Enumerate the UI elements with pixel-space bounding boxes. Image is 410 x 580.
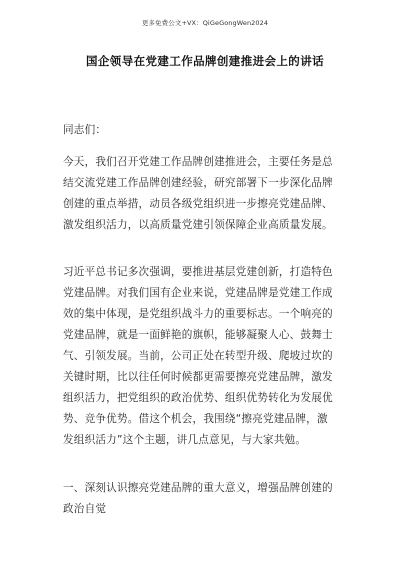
section-heading-line: 政治自觉 — [63, 503, 107, 515]
paragraph-line: 创建的重点举措，动员各级党组织进一步擦亮党建品牌、 — [63, 198, 333, 210]
paragraph-line: 习近平总书记多次强调，要推进基层党建创新，打造特色 — [63, 266, 333, 278]
paragraph-line: 势、竞争优势。借这个机会，我围绕“擦亮党建品牌，激 — [63, 413, 328, 425]
section-heading-line: 一、深刻认识擦亮党建品牌的重大意义，增强品牌创建的 — [63, 482, 333, 494]
greeting-text: 同志们： — [63, 124, 107, 136]
paragraph-line: 结交流党建工作品牌创建经验，研究部署下一步深化品牌 — [63, 177, 333, 189]
paragraph-line: 效的集中体现，是党组织战斗力的重要标志。一个响亮的 — [63, 308, 333, 320]
document-title: 国企领导在党建工作品牌创建推进会上的讲话 — [86, 54, 324, 68]
paragraph-line: 关键时期，比以往任何时候都更需要擦亮党建品牌，激发 — [63, 371, 333, 383]
paragraph-context — [63, 262, 363, 451]
paragraph-line: 发组织活力”这个主题，讲几点意见，与大家共勉。 — [63, 434, 307, 446]
paragraph-line: 党建品牌，就是一面鲜艳的旗帜，能够凝聚人心、鼓舞士 — [63, 329, 333, 341]
paragraph-line: 今天，我们召开党建工作品牌创建推进会，主要任务是总 — [63, 156, 333, 168]
paragraph-line: 组织活力，把党组织的政治优势、组织优势转化为发展优 — [63, 392, 333, 404]
paragraph-line: 气、引领发展。当前，公司正处在转型升级、爬坡过坎的 — [63, 350, 333, 362]
greeting — [63, 120, 363, 141]
paragraph-line: 激发组织活力，以高质量党建引领保障企业高质量发展。 — [63, 219, 333, 231]
section-heading — [63, 478, 363, 520]
header-note: 更多免费公文+VX：QiGeGongWen2024 — [141, 19, 269, 27]
paragraph-opening — [63, 152, 363, 236]
paragraph-line: 党建品牌。对我们国有企业来说，党建品牌是党建工作成 — [63, 287, 333, 299]
